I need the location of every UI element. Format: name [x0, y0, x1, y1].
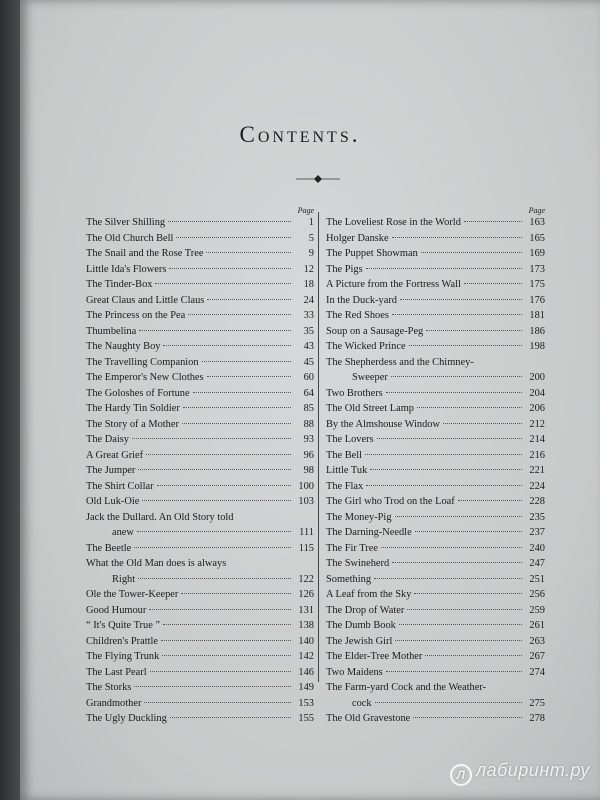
dot-leader	[183, 407, 291, 408]
toc-entry-page: 216	[529, 449, 545, 461]
toc-entry-title: The Drop of Water	[326, 604, 405, 616]
toc-entry	[86, 448, 314, 464]
toc-entry	[86, 479, 314, 495]
toc-entry	[86, 649, 314, 665]
toc-entry	[86, 401, 314, 417]
toc-entry	[326, 634, 545, 650]
dot-leader	[182, 423, 291, 424]
toc-entry-title: The Old Church Bell	[86, 232, 174, 244]
toc-entry	[326, 386, 545, 402]
toc-entry-title: “ It's Quite True ”	[86, 620, 161, 631]
toc-entry-title: In the Duck-yard	[326, 294, 397, 306]
watermark	[450, 760, 590, 786]
toc-entry-page: 43	[303, 341, 314, 352]
toc-entry	[326, 665, 545, 681]
toc-entry-title: Jack the Dullard. An Old Story told	[86, 511, 234, 523]
toc-entry-page: 181	[529, 310, 545, 321]
toc-entry	[86, 634, 314, 650]
toc-entry-title: What the Old Man does is always	[86, 558, 227, 569]
dot-leader	[417, 407, 522, 408]
toc-entry-page: 228	[529, 496, 545, 507]
toc-entry	[86, 556, 314, 587]
toc-entry-page: 33	[303, 310, 314, 321]
dot-leader	[366, 485, 522, 486]
toc-entry-page: 155	[298, 713, 314, 724]
dot-leader	[386, 392, 522, 393]
toc-entry-title: The Shepherdess and the Chimney-	[326, 356, 474, 368]
toc-entry	[326, 448, 545, 464]
toc-entry-title: The Puppet Showman	[326, 248, 418, 259]
toc-entry-page: 198	[529, 341, 545, 352]
toc-entry	[86, 262, 314, 278]
toc-entry	[86, 417, 314, 433]
toc-entry-title: The Snail and the Rose Tree	[86, 248, 204, 259]
dot-leader	[176, 237, 291, 238]
toc-entry-title: The Tinder-Box	[86, 279, 153, 290]
toc-entry	[86, 324, 314, 340]
toc-entry-title: Something	[326, 573, 372, 585]
toc-entry	[326, 494, 545, 510]
toc-entry-page: 200	[529, 372, 545, 383]
toc-entry-title: The Bell	[326, 449, 363, 461]
dot-leader	[149, 609, 291, 610]
toc-entry	[86, 665, 314, 681]
toc-entry	[326, 649, 545, 665]
ornament-divider-icon	[296, 174, 340, 184]
toc-entry-page: 85	[303, 403, 314, 414]
toc-entry-title: The Red Shoes	[326, 310, 389, 321]
dot-leader	[415, 531, 522, 532]
dot-leader	[392, 314, 522, 315]
toc-entry	[86, 510, 314, 541]
toc-entry-title: The Money-Pig	[326, 511, 392, 523]
toc-entry	[326, 711, 545, 727]
toc-entry-page: 98	[303, 465, 314, 476]
dot-leader	[161, 640, 291, 641]
toc-entry-page: 237	[529, 527, 545, 538]
toc-entry	[326, 231, 545, 247]
toc-entry-title: The Daisy	[86, 434, 129, 445]
toc-entry-title-cont: Sweeper	[352, 372, 388, 383]
toc-entry-title: The Wicked Prince	[326, 341, 406, 352]
dot-leader	[202, 361, 291, 362]
toc-entry-page: 122	[298, 573, 314, 585]
dot-leader	[155, 283, 291, 284]
toc-entry-page: 103	[298, 496, 314, 507]
dot-leader	[132, 438, 291, 439]
toc-list-right	[326, 215, 545, 727]
dot-leader	[139, 330, 291, 331]
dot-leader	[181, 593, 291, 594]
dot-leader	[134, 547, 291, 548]
dot-leader	[413, 717, 522, 718]
toc-entry-page: 169	[529, 248, 545, 259]
toc-entry-title: The Farm-yard Cock and the Weather-	[326, 682, 487, 693]
toc-entry-title: The Hardy Tin Soldier	[86, 403, 180, 414]
toc-entry-page: 24	[303, 294, 314, 306]
dot-leader	[400, 299, 522, 300]
toc-entry	[326, 339, 545, 355]
toc-entry-title: Children's Prattle	[86, 635, 158, 647]
toc-entry-title: Ole the Tower-Keeper	[86, 589, 179, 600]
toc-entry-page: 261	[529, 620, 545, 631]
toc-entry-title: A Picture from the Fortress Wall	[326, 279, 461, 290]
column-divider	[318, 212, 319, 682]
dot-leader	[399, 624, 522, 625]
toc-entry-page: 12	[303, 263, 314, 275]
dot-leader	[138, 578, 291, 579]
toc-entry	[326, 479, 545, 495]
toc-list-left	[86, 215, 314, 727]
toc-entry	[326, 246, 545, 262]
toc-entry	[86, 618, 314, 634]
toc-entry-title: By the Almshouse Window	[326, 418, 440, 430]
dot-leader	[163, 624, 291, 625]
toc-entry	[86, 246, 314, 262]
toc-entry	[326, 262, 545, 278]
dot-leader	[464, 221, 522, 222]
toc-entry-title: Old Luk-Oie	[86, 496, 140, 507]
toc-entry-title: The Travelling Companion	[86, 356, 199, 368]
dot-leader	[193, 392, 291, 393]
dot-leader	[137, 531, 291, 532]
dot-leader	[421, 252, 522, 253]
toc-entry-page: 126	[298, 589, 314, 600]
toc-entry-page: 278	[529, 713, 545, 724]
toc-entry-title: The Pigs	[326, 263, 363, 275]
dot-leader	[458, 500, 522, 501]
toc-entry-title: The Jewish Girl	[326, 635, 393, 647]
toc-entry-page: 149	[298, 682, 314, 693]
toc-entry	[326, 324, 545, 340]
toc-entry	[86, 231, 314, 247]
toc-entry-page: 60	[303, 372, 314, 383]
toc-entry-page: 224	[529, 480, 545, 492]
toc-entry-title: The Fir Tree	[326, 542, 378, 554]
dot-leader	[142, 500, 291, 501]
toc-entry-title: The Beetle	[86, 542, 132, 554]
toc-entry-page: 259	[529, 604, 545, 616]
toc-entry	[326, 603, 545, 619]
toc-entry	[326, 525, 545, 541]
toc-entry-title: The Goloshes of Fortune	[86, 387, 190, 399]
toc-entry	[326, 556, 545, 572]
toc-entry-page: 267	[529, 651, 545, 662]
toc-entry-title: The Silver Shilling	[86, 217, 166, 228]
watermark-text: лабиринт.ру	[476, 760, 590, 780]
toc-entry	[326, 355, 545, 386]
toc-entry-title: Thumbelina	[86, 325, 137, 337]
toc-entry-page: 247	[529, 558, 545, 569]
toc-entry	[86, 215, 314, 231]
toc-entry	[86, 339, 314, 355]
toc-entry-title-cont: anew	[112, 527, 134, 538]
dot-leader	[144, 702, 291, 703]
toc-entry-page: 212	[529, 418, 545, 430]
toc-entry	[86, 463, 314, 479]
toc-entry	[86, 308, 314, 324]
page-column-label: Page	[528, 206, 545, 215]
toc-entry	[86, 711, 314, 727]
toc-entry-title: Great Claus and Little Claus	[86, 294, 205, 306]
toc-entry-page: 64	[303, 387, 314, 399]
toc-entry-page: 153	[298, 697, 314, 709]
toc-entry-title: The Ugly Duckling	[86, 713, 167, 724]
dot-leader	[206, 252, 291, 253]
toc-entry	[326, 463, 545, 479]
toc-entry-title: The Loveliest Rose in the World	[326, 217, 461, 228]
toc-entry-page: 165	[529, 232, 545, 244]
toc-column-left	[86, 207, 314, 727]
toc-entry-title: Good Humour	[86, 604, 147, 616]
toc-entry-page: 221	[529, 465, 545, 476]
labirint-logo-icon: Л	[450, 764, 472, 786]
toc-entry	[326, 417, 545, 433]
dot-leader	[157, 485, 291, 486]
toc-entry	[86, 587, 314, 603]
dot-leader	[392, 562, 522, 563]
toc-entry	[326, 308, 545, 324]
toc-entry	[86, 603, 314, 619]
toc-entry-page: 100	[298, 480, 314, 492]
toc-entry-title: A Great Grief	[86, 449, 144, 461]
toc-entry-page: 146	[298, 666, 314, 678]
dot-leader	[392, 237, 522, 238]
dot-leader	[150, 671, 291, 672]
dot-leader	[464, 283, 522, 284]
toc-entry	[326, 587, 545, 603]
dot-leader	[168, 221, 291, 222]
toc-entry-page: 163	[529, 217, 545, 228]
toc-entry-page: 251	[529, 573, 545, 585]
toc-entry	[326, 618, 545, 634]
toc-entry-page: 131	[298, 604, 314, 616]
toc-entry-title: The Jumper	[86, 465, 136, 476]
toc-entry-page: 1	[308, 217, 314, 228]
toc-entry-page: 204	[529, 387, 545, 399]
dot-leader	[443, 423, 522, 424]
toc-entry-title: Holger Danske	[326, 232, 389, 244]
toc-entry-page: 274	[529, 666, 545, 678]
toc-entry-title: The Flax	[326, 480, 364, 492]
toc-entry-page: 240	[529, 542, 545, 554]
toc-entry	[86, 680, 314, 696]
toc-entry	[326, 401, 545, 417]
dot-leader	[170, 717, 291, 718]
toc-entry-page: 96	[303, 449, 314, 461]
page-title: Contents.	[239, 122, 361, 147]
toc-entry-title: The Emperor's New Clothes	[86, 372, 204, 383]
dot-leader	[207, 376, 291, 377]
toc-entry-page: 5	[308, 232, 314, 244]
toc-entry-title: The Story of a Mother	[86, 418, 179, 430]
toc-entry	[326, 680, 545, 711]
toc-entry-title: The Naughty Boy	[86, 341, 161, 352]
toc-entry	[86, 494, 314, 510]
dot-leader	[146, 454, 291, 455]
toc-entry-page: 138	[298, 620, 314, 631]
toc-entry	[86, 293, 314, 309]
dot-leader	[391, 376, 522, 377]
toc-entry-title: A Leaf from the Sky	[326, 589, 412, 600]
toc-entry-page: 206	[529, 403, 545, 414]
dot-leader	[395, 640, 522, 641]
toc-entry-page: 263	[529, 635, 545, 647]
dot-leader	[207, 299, 291, 300]
toc-entry	[86, 355, 314, 371]
dot-leader	[395, 516, 522, 517]
toc-entry-page: 275	[529, 697, 545, 709]
toc-entry-title-cont: Right	[112, 573, 136, 585]
toc-entry	[86, 370, 314, 386]
dot-leader	[386, 671, 522, 672]
toc-entry-title: The Flying Trunk	[86, 651, 160, 662]
dot-leader	[138, 469, 291, 470]
toc-entry-title: The Shirt Collar	[86, 480, 154, 492]
toc-entry-title: The Girl who Trod on the Loaf	[326, 496, 455, 507]
toc-entry-page: 9	[308, 248, 314, 259]
toc-entry	[326, 572, 545, 588]
toc-entry-title: Little Ida's Flowers	[86, 263, 167, 275]
toc-entry	[326, 277, 545, 293]
dot-leader	[134, 686, 291, 687]
toc-entry-page: 140	[298, 635, 314, 647]
toc-entry	[326, 293, 545, 309]
toc-entry-page: 142	[298, 651, 314, 662]
toc-entry	[326, 510, 545, 526]
toc-entry-page: 235	[529, 511, 545, 523]
toc-entry-page: 186	[529, 325, 545, 337]
toc-entry-page: 175	[529, 279, 545, 290]
toc-entry-page: 35	[303, 325, 314, 337]
toc-entry-page: 18	[303, 279, 314, 290]
dot-leader	[365, 454, 522, 455]
toc-entry-title: The Dumb Book	[326, 620, 396, 631]
toc-entry	[86, 432, 314, 448]
toc-entry	[86, 386, 314, 402]
dot-leader	[370, 469, 522, 470]
toc-entry-title: The Elder-Tree Mother	[326, 651, 423, 662]
toc-entry-page: 111	[299, 527, 314, 538]
dot-leader	[381, 547, 522, 548]
toc-entry-title: Two Maidens	[326, 666, 383, 678]
toc-entry	[326, 432, 545, 448]
dot-leader	[407, 609, 522, 610]
toc-column-right	[326, 207, 545, 727]
toc-entry-title: Two Brothers	[326, 387, 383, 399]
book-spine-shadow	[0, 0, 20, 800]
dot-leader	[409, 345, 522, 346]
toc-entry-page: 45	[303, 356, 314, 368]
dot-leader	[188, 314, 291, 315]
dot-leader	[169, 268, 291, 269]
toc-entry-page: 93	[303, 434, 314, 445]
dot-leader	[414, 593, 522, 594]
toc-entry-page: 115	[298, 542, 314, 554]
toc-entry-page: 256	[529, 589, 545, 600]
page-column-label: Page	[297, 206, 314, 215]
toc-entry-title: The Old Street Lamp	[326, 403, 415, 414]
dot-leader	[374, 578, 522, 579]
toc-entry-page: 214	[529, 434, 545, 445]
toc-entry-title: The Swineherd	[326, 558, 390, 569]
toc-entry	[326, 541, 545, 557]
dot-leader	[425, 655, 522, 656]
toc-entry-title: The Storks	[86, 682, 132, 693]
toc-entry-page: 176	[529, 294, 545, 306]
toc-entry-page: 173	[529, 263, 545, 275]
toc-entry-title-cont: cock	[352, 697, 372, 709]
toc-entry-title: The Last Pearl	[86, 666, 147, 678]
dot-leader	[162, 655, 291, 656]
toc-entry-title: The Old Gravestone	[326, 713, 411, 724]
toc-entry	[86, 696, 314, 712]
dot-leader	[163, 345, 291, 346]
toc-entry	[326, 215, 545, 231]
dot-leader	[377, 438, 522, 439]
toc-entry-title: Soup on a Sausage-Peg	[326, 325, 424, 337]
toc-entry	[86, 541, 314, 557]
toc-entry-page: 88	[303, 418, 314, 430]
dot-leader	[375, 702, 522, 703]
toc-entry-title: The Princess on the Pea	[86, 310, 186, 321]
dot-leader	[426, 330, 522, 331]
dot-leader	[366, 268, 522, 269]
toc-entry-title: Grandmother	[86, 697, 142, 709]
toc-entry-title: The Darning-Needle	[326, 527, 412, 538]
toc-entry-title: The Lovers	[326, 434, 374, 445]
toc-entry-title: Little Tuk	[326, 465, 368, 476]
toc-entry	[86, 277, 314, 293]
